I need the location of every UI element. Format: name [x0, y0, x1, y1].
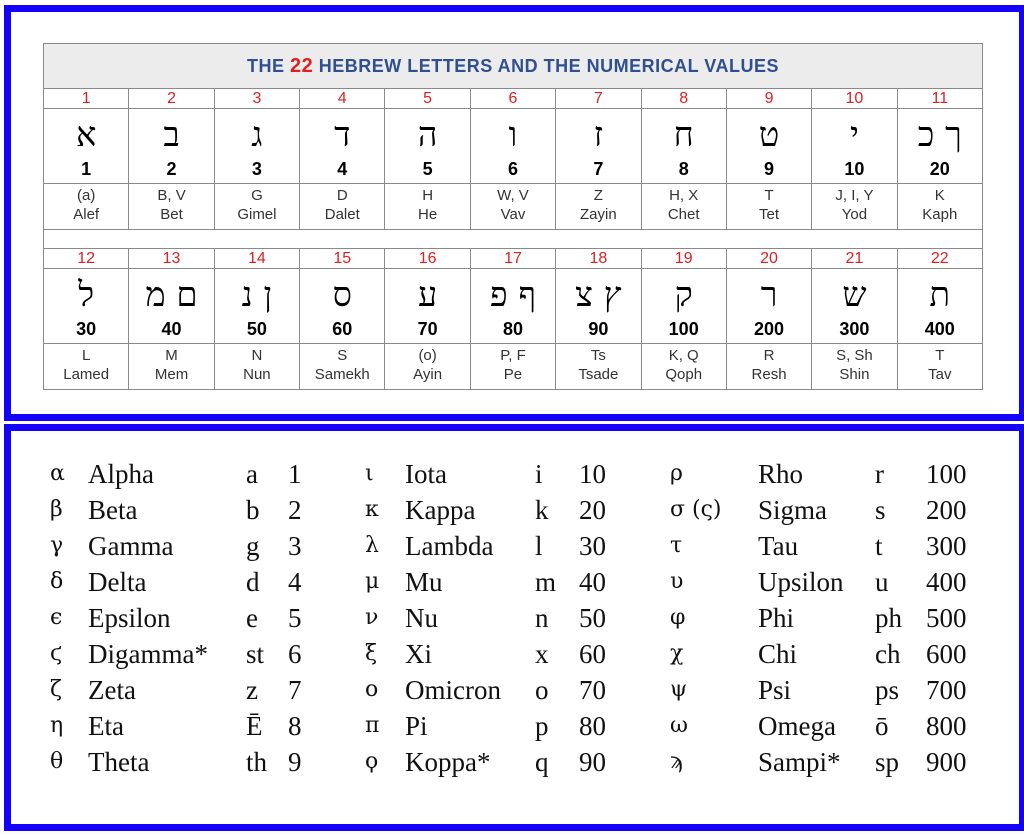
letter-cell [214, 269, 299, 390]
greek-letter-row [365, 672, 688, 708]
greek-numerical-value: 4 [288, 567, 302, 597]
greek-numerical-value: 100 [926, 459, 967, 489]
title-number: 22 [290, 54, 314, 77]
letter-sequence-number: 9 [726, 89, 811, 109]
greek-letter-row [365, 636, 685, 672]
transliteration: Z [556, 183, 640, 206]
greek-letter-row [670, 564, 990, 600]
greek-transliteration: p [535, 711, 549, 741]
letter-cell [897, 109, 982, 230]
greek-symbol: β [50, 497, 63, 522]
letter-sequence-number: 12 [44, 249, 129, 269]
transliteration: L [44, 343, 128, 366]
numerical-value: 70 [417, 319, 438, 339]
letter-sequence-number: 8 [641, 89, 726, 109]
greek-numerical-value: 600 [926, 639, 967, 669]
numerical-value: 40 [161, 319, 182, 339]
greek-letter-row [670, 672, 990, 708]
greek-symbol: ι [365, 461, 374, 486]
numerical-value: 50 [246, 319, 267, 339]
transliteration: P, F [471, 343, 555, 366]
letter-sequence-number: 7 [556, 89, 641, 109]
numerical-value: 200 [754, 319, 785, 339]
numerical-value: 6 [507, 159, 518, 179]
greek-transliteration: o [535, 675, 549, 705]
hebrew-letter-glyph: ר [760, 275, 778, 315]
greek-letter-name: Phi [758, 603, 795, 633]
letter-cell [129, 109, 214, 230]
greek-numerical-value: 8 [288, 711, 302, 741]
letter-sequence-number: 4 [300, 89, 385, 109]
numerical-value: 7 [593, 159, 604, 179]
greek-letter-row [670, 708, 990, 744]
greek-transliteration: n [535, 603, 549, 633]
transliteration: B, V [129, 183, 213, 206]
greek-letter-name: Sigma [758, 495, 828, 525]
transliteration: N [215, 343, 299, 366]
letter-cell [897, 269, 982, 390]
greek-symbol: ψ [670, 677, 688, 702]
transliteration: S [300, 343, 384, 366]
transliteration: K [898, 183, 982, 206]
numerical-value: 5 [422, 159, 433, 179]
hebrew-letter-glyph: א [75, 115, 97, 155]
letter-name: Bet [160, 206, 183, 223]
letter-name: Vav [500, 206, 526, 223]
greek-letter-row [365, 708, 685, 744]
greek-letter-name: Psi [758, 675, 792, 705]
greek-numerical-value: 700 [926, 675, 967, 705]
letter-name: Dalet [324, 206, 360, 223]
letter-name: Tet [759, 206, 780, 223]
greek-symbol: σ (ς) [670, 497, 722, 522]
letter-name: Pe [503, 366, 523, 383]
letter-cell [470, 109, 555, 230]
hebrew-letter-glyph: ה [417, 115, 438, 155]
greek-numerical-value: 60 [579, 639, 606, 669]
letter-cell [641, 109, 726, 230]
letter-cell [385, 109, 470, 230]
greek-letter-row [365, 600, 685, 636]
greek-letter-name: Epsilon [88, 603, 171, 633]
letter-cell [385, 269, 470, 390]
transliteration: Ts [556, 343, 640, 366]
greek-numerical-value: 50 [579, 603, 606, 633]
greek-letter-name: Zeta [88, 675, 136, 705]
transliteration: T [727, 183, 811, 206]
greek-transliteration: sp [875, 747, 900, 777]
greek-numerical-value: 2 [288, 495, 302, 525]
greek-letter-row [670, 600, 990, 636]
greek-numerical-value: 80 [579, 711, 606, 741]
transliteration: (o) [385, 343, 469, 366]
hebrew-letter-glyph: ט [758, 115, 780, 155]
letter-sequence-number: 19 [641, 249, 726, 269]
greek-letter-name: Alpha [88, 459, 154, 489]
greek-transliteration: ph [875, 603, 902, 633]
letter-sequence-number: 2 [129, 89, 214, 109]
numerical-value: 400 [924, 319, 955, 339]
numerical-value: 10 [844, 159, 865, 179]
hebrew-letter-glyph: ת [929, 275, 951, 315]
letter-name: Lamed [63, 366, 110, 383]
greek-numerical-value: 7 [288, 675, 302, 705]
transliteration: H [385, 183, 469, 206]
numerical-value: 3 [251, 159, 262, 179]
greek-letter-name: Upsilon [758, 567, 844, 597]
numerical-value: 2 [166, 159, 177, 179]
greek-transliteration: ps [875, 675, 900, 705]
numerical-value: 30 [76, 319, 97, 339]
letter-name: Zayin [579, 206, 617, 223]
greek-numerical-value: 5 [288, 603, 302, 633]
hebrew-letter-glyph: ש [842, 275, 867, 315]
greek-column [365, 456, 688, 780]
letter-cell [556, 269, 641, 390]
greek-letter-name: Sampi* [758, 747, 841, 777]
numerical-value: 60 [332, 319, 353, 339]
letter-name: Yod [841, 206, 868, 223]
letter-cell [214, 109, 299, 230]
greek-letter-name: Mu [405, 567, 443, 597]
greek-letter-name: Koppa* [405, 747, 491, 777]
transliteration: (a) [44, 183, 128, 206]
greek-letter-name: Gamma [88, 531, 174, 561]
letter-name: Chet [667, 206, 700, 223]
greek-transliteration: a [246, 459, 258, 489]
greek-letter-row [365, 564, 685, 600]
greek-transliteration: x [535, 639, 549, 669]
greek-symbol: ζ [50, 677, 62, 702]
greek-letter-name: Digamma* [88, 639, 208, 669]
greek-transliteration: t [875, 531, 883, 561]
greek-numerical-value: 1 [288, 459, 302, 489]
greek-letter-row [50, 744, 370, 780]
greek-letter-row [50, 492, 370, 528]
greek-numerical-value: 70 [579, 675, 606, 705]
hebrew-letter-glyph: ם מ [145, 275, 198, 315]
greek-symbol: ν [365, 605, 379, 630]
hebrew-letter-glyph: ג [251, 115, 263, 155]
greek-symbol: α [50, 461, 65, 486]
hebrew-letter-glyph: י [849, 115, 859, 155]
greek-transliteration: b [246, 495, 260, 525]
greek-column [50, 456, 370, 780]
greek-letter-row [50, 564, 370, 600]
hebrew-letter-glyph: ף פ [489, 275, 537, 315]
greek-symbol: ο [365, 677, 379, 702]
greek-symbol: ϛ [50, 641, 63, 666]
numerical-value: 20 [929, 159, 950, 179]
greek-letter-name: Tau [758, 531, 799, 561]
transliteration: K, Q [642, 343, 726, 366]
greek-letter-row [670, 456, 990, 492]
greek-transliteration: g [246, 531, 260, 561]
greek-numerical-value: 900 [926, 747, 967, 777]
letter-cell [641, 269, 726, 390]
letter-sequence-number: 22 [897, 249, 982, 269]
greek-transliteration: q [535, 747, 549, 777]
letter-name: Gimel [237, 206, 277, 223]
hebrew-letter-glyph: ק [674, 275, 693, 315]
greek-letter-name: Omega [758, 711, 836, 741]
letter-name: Ayin [413, 366, 443, 383]
greek-symbol: ρ [670, 461, 683, 486]
hebrew-letter-glyph: ל [78, 275, 95, 315]
greek-symbol: η [50, 713, 64, 738]
transliteration: S, Sh [812, 343, 896, 366]
numerical-value: 300 [839, 319, 870, 339]
greek-letter-name: Pi [405, 711, 428, 741]
greek-numerical-value: 10 [579, 459, 606, 489]
greek-transliteration: k [535, 495, 549, 525]
greek-transliteration: s [875, 495, 886, 525]
greek-transliteration: ō [875, 711, 889, 741]
numerical-value: 80 [502, 319, 523, 339]
greek-symbol: ϵ [50, 605, 63, 630]
letter-name: Nun [243, 366, 271, 383]
letter-sequence-number: 10 [812, 89, 897, 109]
greek-letter-row [50, 600, 370, 636]
row-spacer [44, 230, 983, 249]
greek-symbol: χ [670, 641, 684, 666]
letter-cell [812, 269, 897, 390]
greek-numerical-value: 400 [926, 567, 967, 597]
greek-numerical-value: 9 [288, 747, 302, 777]
greek-letter-name: Omicron [405, 675, 501, 705]
greek-symbol: λ [365, 533, 379, 558]
hebrew-letter-glyph: ע [417, 275, 438, 315]
greek-symbol: υ [670, 569, 684, 594]
greek-numerical-value: 300 [926, 531, 967, 561]
title-after: HEBREW LETTERS AND THE NUMERICAL VALUES [318, 55, 779, 76]
greek-letter-name: Theta [88, 747, 150, 777]
greek-symbol: δ [50, 569, 64, 594]
greek-symbol: π [365, 713, 380, 738]
letter-cell [726, 109, 811, 230]
greek-letter-name: Rho [758, 459, 804, 489]
numerical-value: 90 [588, 319, 609, 339]
letter-sequence-number: 15 [300, 249, 385, 269]
greek-transliteration: z [246, 675, 258, 705]
transliteration: W, V [471, 183, 555, 206]
letter-cell [726, 269, 811, 390]
letter-sequence-number: 20 [726, 249, 811, 269]
greek-letter-row [365, 744, 685, 780]
greek-symbol: τ [670, 533, 683, 558]
letter-name: Samekh [314, 366, 370, 383]
greek-numerical-value: 6 [288, 639, 302, 669]
letter-sequence-number: 17 [470, 249, 555, 269]
letter-sequence-number: 21 [812, 249, 897, 269]
title-before: THE [247, 55, 285, 76]
greek-transliteration: Ē [246, 711, 263, 741]
greek-numerical-value: 200 [926, 495, 967, 525]
greek-transliteration: l [535, 531, 543, 561]
hebrew-letter-glyph: ן נ [241, 275, 273, 315]
table-title [44, 44, 983, 89]
greek-transliteration: m [535, 567, 557, 597]
greek-transliteration: e [246, 603, 258, 633]
transliteration: J, I, Y [812, 183, 896, 206]
greek-letter-name: Xi [405, 639, 432, 669]
greek-letter-row [50, 456, 370, 492]
greek-letter-name: Iota [405, 459, 447, 489]
greek-letter-row [365, 456, 685, 492]
letter-name: Qoph [665, 366, 703, 383]
greek-letter-row [50, 636, 370, 672]
letter-sequence-number: 14 [214, 249, 299, 269]
numerical-value: 8 [678, 159, 689, 179]
greek-letter-row [50, 672, 370, 708]
greek-symbol: κ [365, 497, 379, 522]
greek-letter-row [670, 636, 990, 672]
numerical-value: 9 [764, 159, 775, 179]
greek-transliteration: u [875, 567, 889, 597]
letter-name: Shin [839, 366, 870, 383]
letter-cell [812, 109, 897, 230]
greek-transliteration: th [246, 747, 268, 777]
greek-letter-row [670, 744, 990, 780]
letter-sequence-number: 6 [470, 89, 555, 109]
greek-letter-name: Kappa [405, 495, 476, 525]
greek-column [670, 456, 990, 780]
transliteration: D [300, 183, 384, 206]
letter-sequence-number: 13 [129, 249, 214, 269]
greek-transliteration: st [246, 639, 265, 669]
letter-cell [129, 269, 214, 390]
greek-letter-row [365, 528, 685, 564]
letter-name: Mem [154, 366, 189, 383]
transliteration: T [898, 343, 982, 366]
greek-letter-row [365, 492, 685, 528]
letter-sequence-number: 18 [556, 249, 641, 269]
hebrew-letter-glyph: ץ צ [575, 275, 622, 315]
numerical-value: 100 [668, 319, 699, 339]
greek-letter-name: Chi [758, 639, 798, 669]
greek-letter-name: Eta [88, 711, 124, 741]
greek-symbol: θ [50, 749, 64, 774]
greek-letter-name: Beta [88, 495, 138, 525]
greek-transliteration: d [246, 567, 260, 597]
letter-name: Resh [751, 366, 787, 383]
greek-symbol: γ [50, 533, 64, 558]
letter-cell [44, 109, 129, 230]
greek-numerical-value: 3 [288, 531, 302, 561]
greek-letter-row [50, 528, 370, 564]
greek-letter-row [670, 528, 990, 564]
greek-letter-row [670, 492, 990, 528]
hebrew-letter-glyph: ח [673, 115, 694, 155]
greek-numerical-value: 800 [926, 711, 967, 741]
letter-name: Tav [928, 366, 952, 383]
hebrew-letter-glyph: ד [334, 115, 351, 155]
greek-numerical-value: 20 [579, 495, 606, 525]
transliteration: H, X [642, 183, 726, 206]
hebrew-letter-glyph: ך כ [917, 115, 962, 155]
hebrew-letters-table [43, 43, 983, 390]
greek-numerical-value: 40 [579, 567, 606, 597]
greek-symbol: ϡ [670, 749, 683, 774]
letter-name: Alef [73, 206, 100, 223]
letter-name: He [418, 206, 438, 223]
numerical-value: 1 [81, 159, 92, 179]
letter-sequence-number: 5 [385, 89, 470, 109]
letter-cell [300, 269, 385, 390]
greek-symbol: ϙ [365, 749, 379, 774]
numerical-value: 4 [337, 159, 348, 179]
greek-symbol: φ [670, 605, 686, 630]
letter-sequence-number: 3 [214, 89, 299, 109]
letter-cell [300, 109, 385, 230]
greek-transliteration: r [875, 459, 884, 489]
greek-numerical-value: 30 [579, 531, 606, 561]
letter-sequence-number: 1 [44, 89, 129, 109]
letter-name: Kaph [922, 206, 958, 223]
letter-cell [470, 269, 555, 390]
letter-sequence-number: 11 [897, 89, 982, 109]
transliteration: M [129, 343, 213, 366]
hebrew-letter-glyph: ב [163, 115, 180, 155]
letter-cell [556, 109, 641, 230]
greek-letter-name: Lambda [405, 531, 494, 561]
greek-numerical-value: 90 [579, 747, 606, 777]
letter-name: Tsade [578, 366, 619, 383]
greek-letter-name: Delta [88, 567, 147, 597]
transliteration: R [727, 343, 811, 366]
greek-symbol: ω [670, 713, 688, 738]
hebrew-letter-glyph: ס [332, 275, 352, 315]
letter-cell [44, 269, 129, 390]
greek-transliteration: ch [875, 639, 901, 669]
letter-sequence-number: 16 [385, 249, 470, 269]
greek-symbol: ξ [365, 641, 378, 666]
hebrew-letter-glyph: ז [593, 115, 604, 155]
greek-symbol: μ [365, 569, 380, 594]
greek-letter-name: Nu [405, 603, 438, 633]
hebrew-letter-glyph: ו [508, 115, 518, 155]
greek-numerical-value: 500 [926, 603, 967, 633]
greek-transliteration: i [535, 459, 543, 489]
transliteration: G [215, 183, 299, 206]
greek-letter-row [50, 708, 370, 744]
